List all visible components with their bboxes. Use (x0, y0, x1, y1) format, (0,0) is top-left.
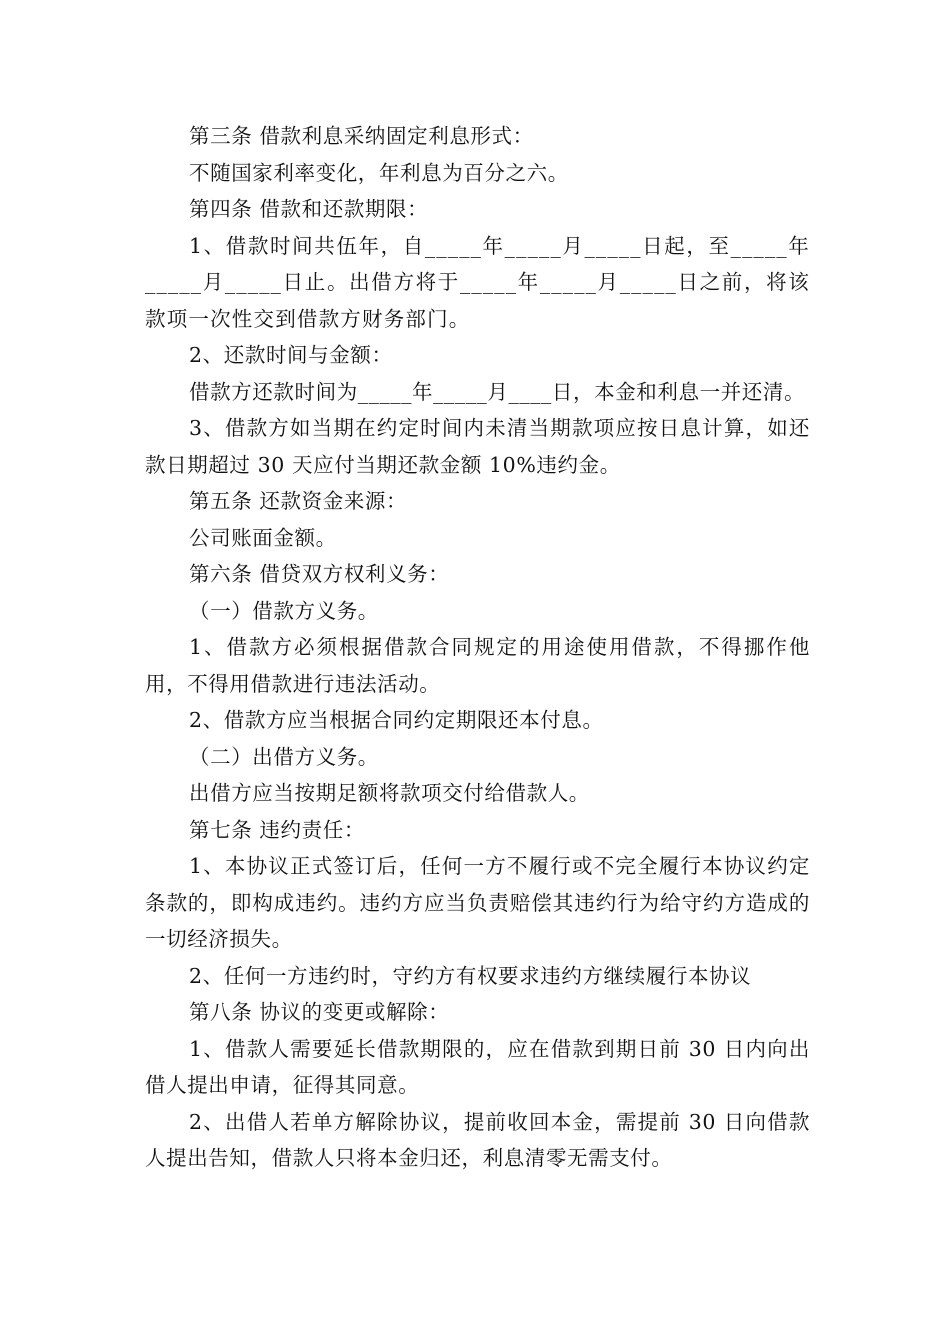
article-3-heading: 第三条 借款利息采纳固定利息形式： (189, 124, 534, 148)
article-7-item-1: 1、本协议正式签订后，任何一方不履行或不完全履行本协议约定条款的，即构成违约。违约方应当负责赔偿其违约行为给守约方造成的一切经济损失。 (145, 854, 810, 951)
article-6-heading: 第六条 借贷双方权利义务： (189, 562, 450, 586)
article-8-heading: 第八条 协议的变更或解除： (189, 1000, 450, 1024)
article-8-item-2: 2、出借人若单方解除协议，提前收回本金，需提前 30 日向借款人提出告知，借款人只将本金归还，利息清零无需支付。 (145, 1109, 810, 1170)
article-4-item-2-text: 借款方还款时间为_____年_____月____日，本金和利息一并还清。 (189, 379, 806, 404)
article-5-text: 公司账面金额。 (189, 525, 337, 550)
article-4-item-3: 3、借款方如当期在约定时间内未清当期款项应按日息计算，如还款日期超过 30 天应付当期还款金额 10%违约金。 (145, 416, 810, 477)
article-7-heading: 第七条 违约责任： (189, 817, 365, 842)
article-4-item-2: 2、还款时间与金额： (189, 343, 393, 367)
article-3-text: 不随国家利率变化，年利息为百分之六。 (189, 160, 569, 185)
article-4-heading: 第四条 借款和还款期限： (189, 197, 429, 221)
article-7-item-2: 2、任何一方违约时，守约方有权要求违约方继续履行本协议 (189, 963, 752, 988)
article-4-item-1: 1、借款时间共伍年，自_____年_____月_____日起，至_____年_____月_____日止。出借方将于_____年_____月_____日之前，将该款项一次性交到借款方财务部门。 (145, 233, 810, 331)
borrower-obligation-1: 1、借款方必须根据借款合同规定的用途使用借款，不得挪作他用，不得用借款进行违法活动。 (145, 635, 810, 696)
lender-obligations-heading: （二）出借方义务。 (189, 744, 379, 769)
borrower-obligations-heading: （一）借款方义务。 (189, 598, 379, 623)
borrower-obligation-2: 2、借款方应当根据合同约定期限还本付息。 (189, 708, 604, 732)
article-5-heading: 第五条 还款资金来源： (189, 489, 408, 513)
article-8-item-1: 1、借款人需要延长借款期限的，应在借款到期日前 30 日内向出借人提出申请，征得其同意。 (145, 1036, 810, 1097)
lender-obligation-text: 出借方应当按期足额将款项交付给借款人。 (189, 781, 590, 805)
document-body (145, 118, 810, 1177)
